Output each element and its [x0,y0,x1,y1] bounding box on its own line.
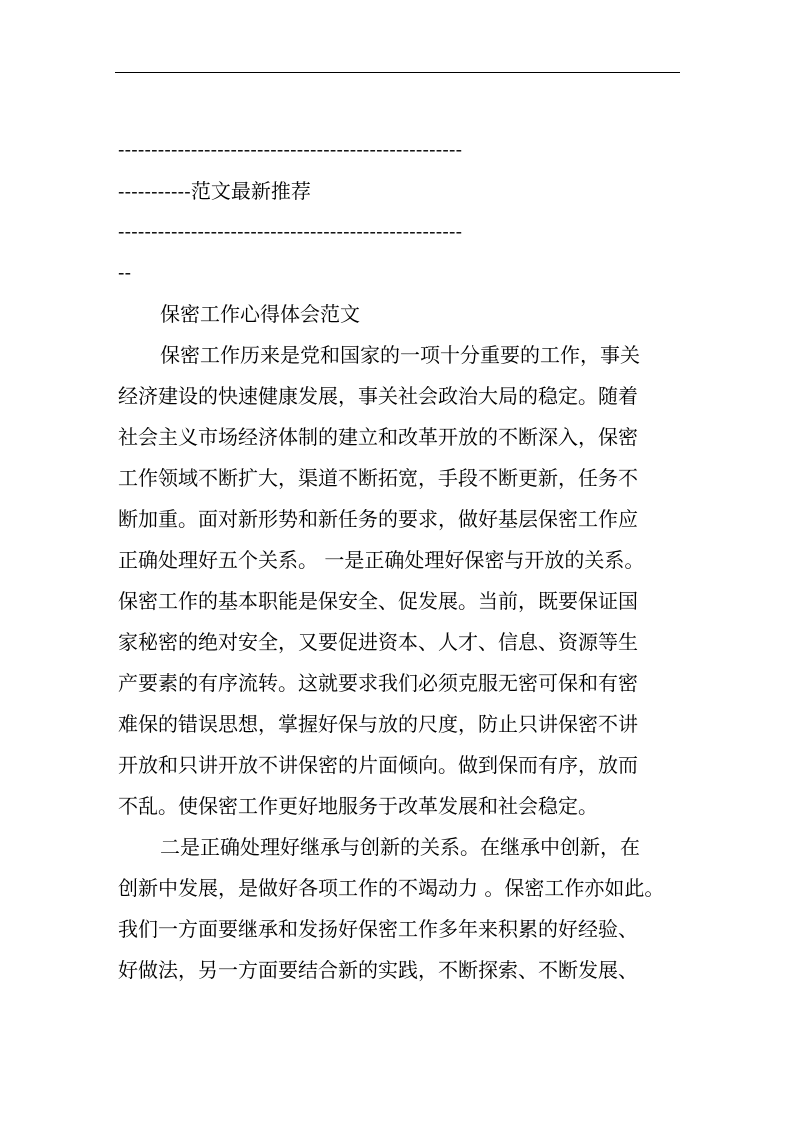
paragraph-line: 保密工作的基本职能是保安全、促发展。当前，既要保证国 [118,589,638,613]
dash-line-3: -- [118,262,132,284]
paragraph-line: 好做法，另一方面要结合新的实践，不断探索、不断发展、 [118,958,638,982]
paragraph-line: 我们一方面要继承和发扬好保密工作多年来积累的好经验、 [118,917,638,941]
paragraph-line: 二是正确处理好继承与创新的关系。在继承中创新，在 [160,835,640,859]
paragraph-line: 家秘密的绝对安全，又要促进资本、人才、信息、资源等生 [118,630,638,654]
dash-line-1: ---------------------------------------------------- [118,139,463,161]
paragraph-line: 保密工作历来是党和国家的一项十分重要的工作，事关 [160,343,640,367]
recommend-line-text: 范文最新推荐 [190,179,311,203]
paragraph-line: 经济建设的快速健康发展，事关社会政治大局的稳定。随着 [118,384,638,408]
paragraph-line: 开放和只讲开放不讲保密的片面倾向。做到保而有序，放而 [118,753,638,777]
dash-line-2: ---------------------------------------------------- [118,221,463,243]
paragraph-line: 创新中发展，是做好各项工作的不竭动力 。保密工作亦如此。 [118,876,665,900]
paragraph-line: 正确处理好五个关系。 一是正确处理好保密与开放的关系。 [118,548,645,572]
recommend-line-dashes: ----------- [118,181,191,203]
article-title: 保密工作心得体会范文 [160,302,360,326]
paragraph-line: 产要素的有序流转。这就要求我们必须克服无密可保和有密 [118,671,638,695]
document-body [118,130,684,991]
paragraph-line: 不乱。使保密工作更好地服务于改革发展和社会稳定。 [118,794,598,818]
paragraph-line: 社会主义市场经济体制的建立和改革开放的不断深入，保密 [118,425,638,449]
paragraph-line: 断加重。面对新形势和新任务的要求，做好基层保密工作应 [118,507,638,531]
recommend-line [118,171,684,212]
header-rule [115,72,680,73]
paragraph-line: 难保的错误思想，掌握好保与放的尺度，防止只讲保密不讲 [118,712,638,736]
paragraph-line: 工作领域不断扩大，渠道不断拓宽，手段不断更新，任务不 [118,466,638,490]
